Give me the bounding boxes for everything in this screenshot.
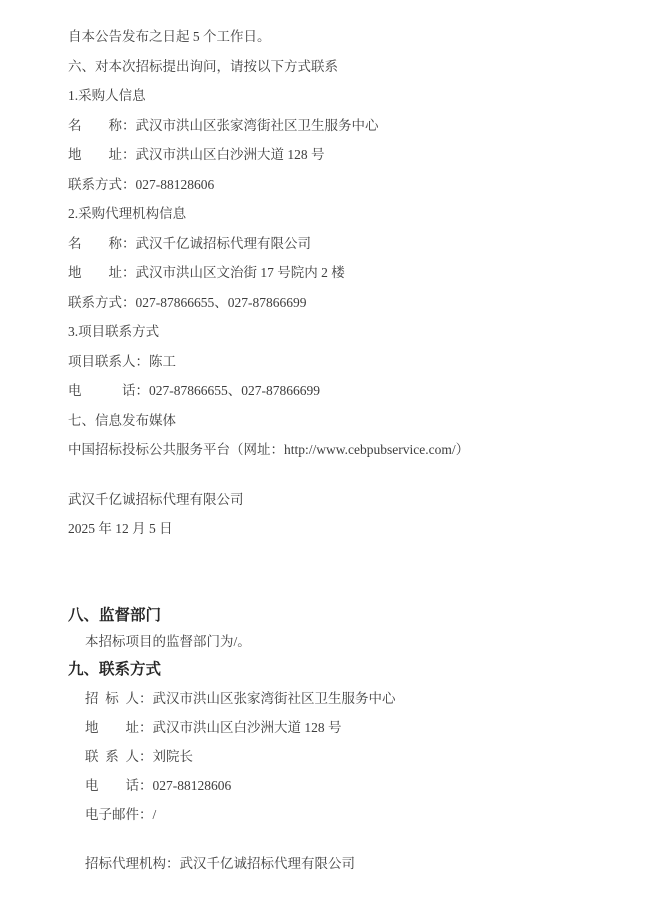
- tenderer-address-line: 地 址：武汉市洪山区白沙洲大道 128 号: [85, 719, 342, 735]
- signature-date: 2025 年 12 月 5 日: [68, 521, 173, 536]
- spacer: [68, 465, 628, 485]
- spacer: [68, 544, 628, 602]
- email-line: 电子邮件：/: [85, 806, 157, 822]
- agency-info-title: 2.采购代理机构信息: [68, 206, 187, 221]
- section-six-heading: 六、对本次招标提出询问，请按以下方式联系: [68, 58, 338, 74]
- purchaser-contact-line: 联系方式：027-88128606: [68, 176, 215, 192]
- project-contact-title: 3.项目联系方式: [68, 324, 160, 339]
- section-eight-heading: 八、监督部门: [68, 606, 162, 624]
- agency-footer-line: 招标代理机构：武汉千亿诚招标代理有限公司: [85, 855, 355, 871]
- tenderer-line: 招 标 人：武汉市洪山区张家湾街社区卫生服务中心: [85, 690, 396, 706]
- section-nine: [68, 655, 628, 829]
- publish-platform-line: 中国招标投标公共服务平台（网址：http://www.cebpubservice.com/）: [68, 442, 470, 457]
- signature-company: 武汉千亿诚招标代理有限公司: [68, 491, 244, 507]
- agency-address-line: 地 址：武汉市洪山区文治街 17 号院内 2 楼: [68, 265, 345, 280]
- phone-line: 电 话：027-88128606: [85, 777, 232, 793]
- agency-contact-line: 联系方式：027-87866655、027-87866699: [68, 294, 307, 310]
- purchaser-name-line: 名 称：武汉市洪山区张家湾街社区卫生服务中心: [68, 117, 379, 133]
- contact-person-line: 联 系 人：刘院长: [85, 748, 193, 764]
- section-seven-heading: 七、信息发布媒体: [68, 412, 176, 428]
- section-eight-body: 本招标项目的监督部门为/。: [85, 633, 251, 649]
- agency-name-line: 名 称：武汉千亿诚招标代理有限公司: [68, 235, 311, 251]
- purchaser-info-title: 1.采购人信息: [68, 88, 146, 103]
- project-contact-phone-line: 电 话：027-87866655、027-87866699: [68, 383, 320, 398]
- section-nine-heading: 九、联系方式: [68, 660, 162, 678]
- intro-line: 自本公告发布之日起 5 个工作日。: [68, 29, 271, 44]
- project-contact-person-line: 项目联系人：陈工: [68, 353, 176, 369]
- purchaser-address-line: 地 址：武汉市洪山区白沙洲大道 128 号: [68, 147, 325, 162]
- spacer: [68, 829, 628, 849]
